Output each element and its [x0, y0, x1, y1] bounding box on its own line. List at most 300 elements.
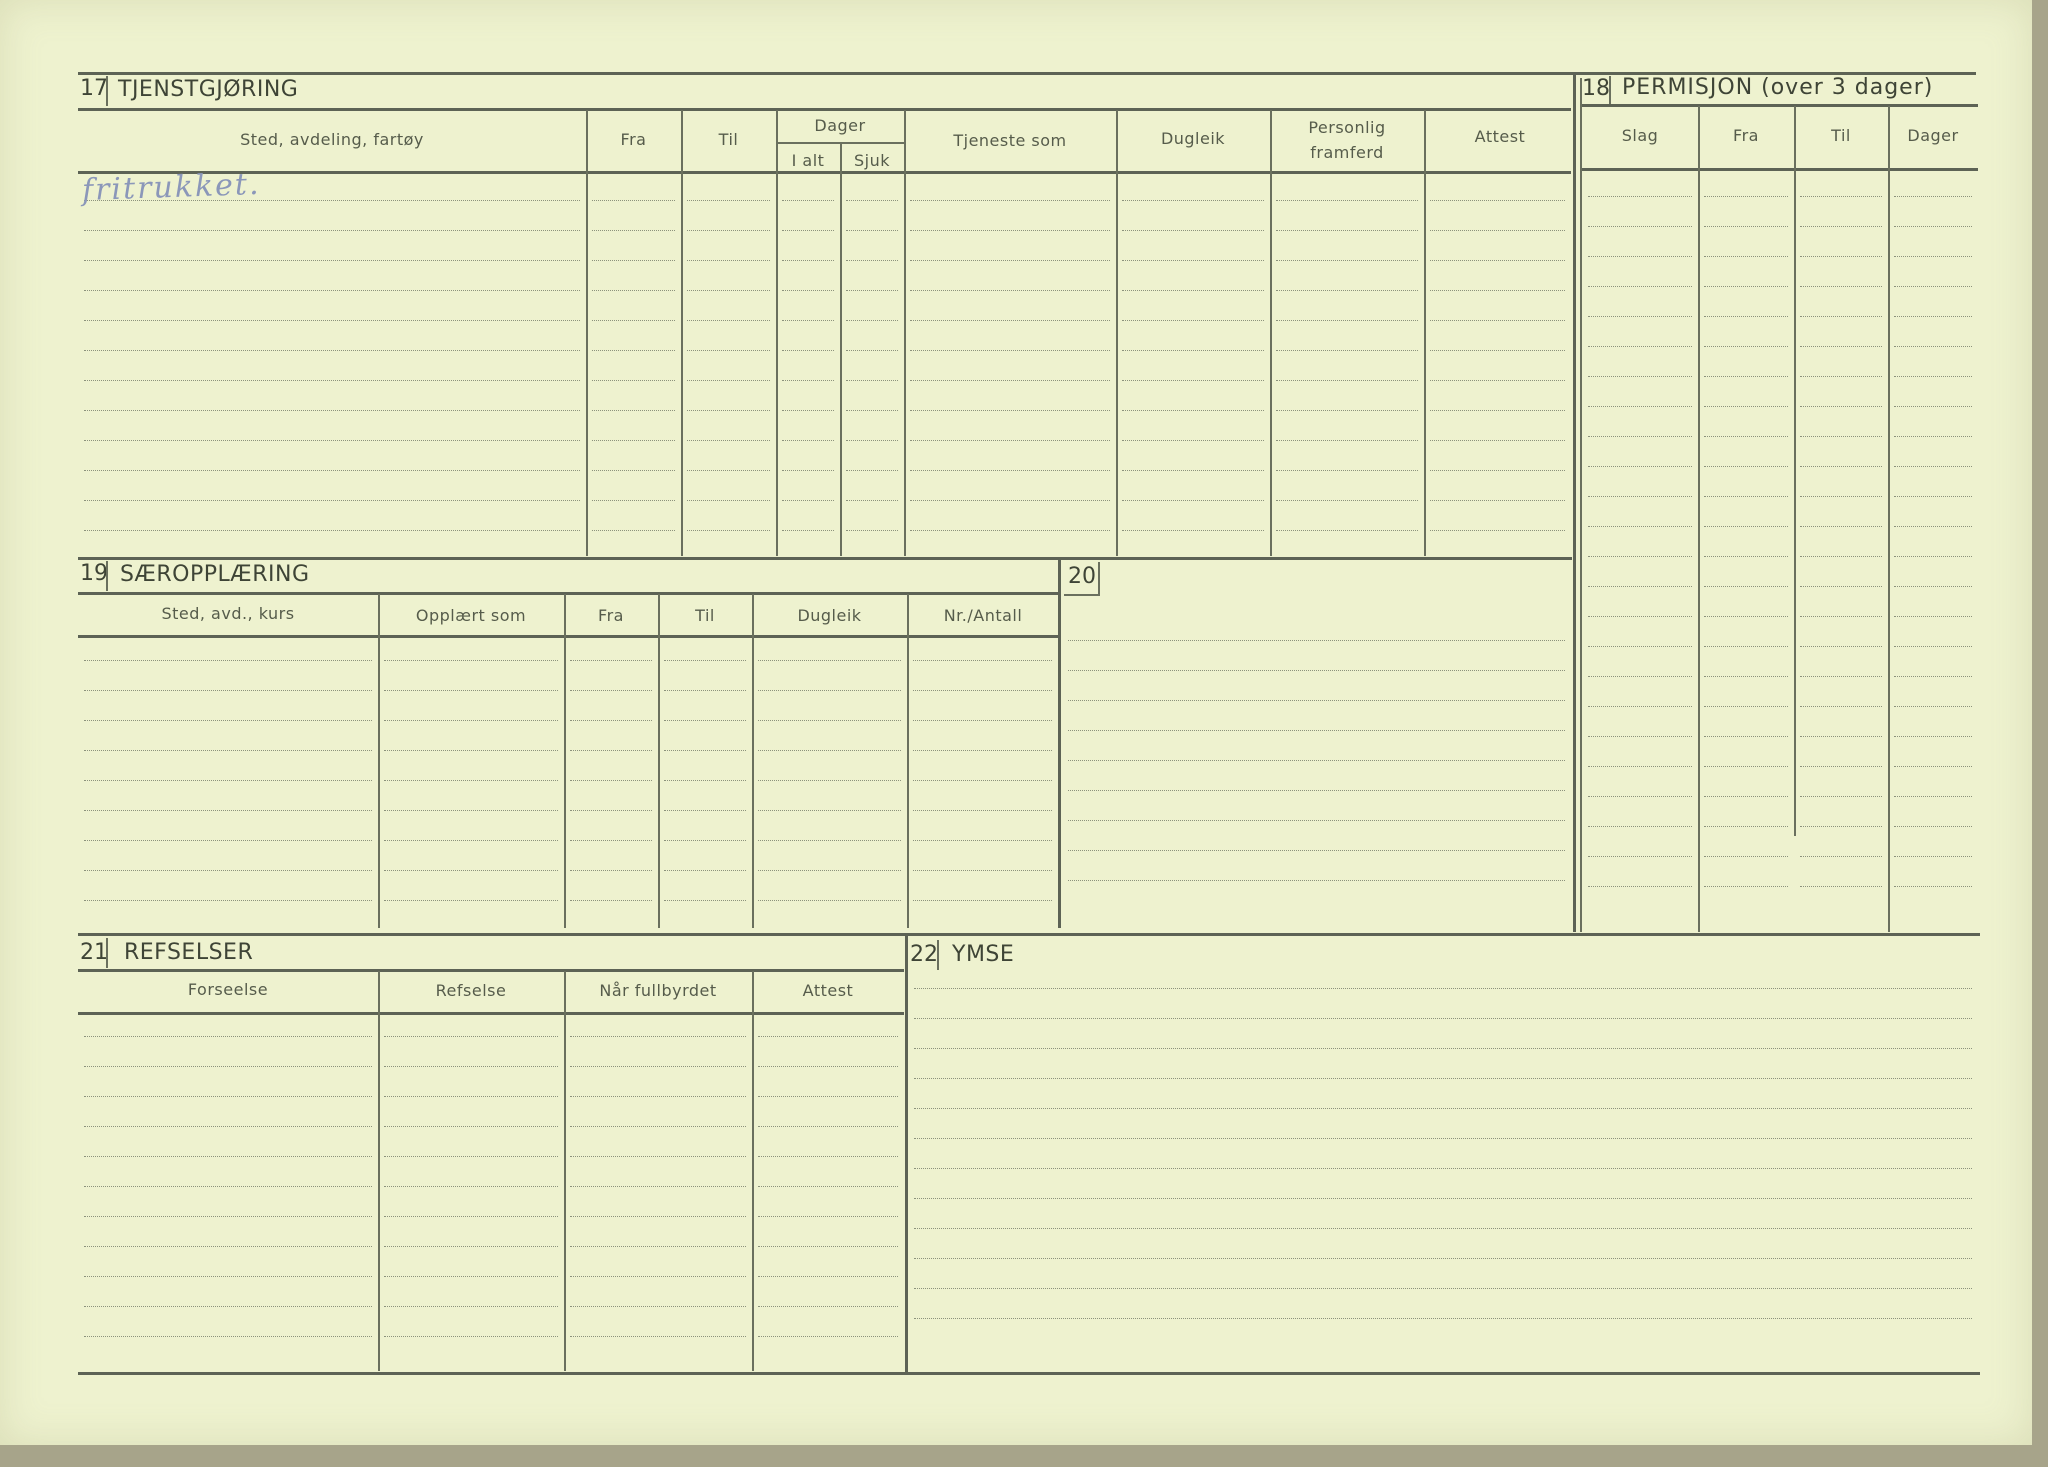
dotted-rule [758, 1306, 898, 1307]
col-line [907, 594, 909, 928]
dotted-rule [846, 230, 898, 231]
dotted-rule [846, 260, 898, 261]
section-20-number: 20 [1068, 564, 1096, 589]
dotted-rule [1704, 736, 1788, 737]
col-17-tjeneste: Tjeneste som [953, 131, 1067, 150]
dotted-rule [1894, 466, 1972, 467]
col-line [1424, 110, 1426, 556]
dotted-rule [664, 660, 746, 661]
dotted-rule [84, 1066, 372, 1067]
dotted-rule [84, 410, 580, 411]
dotted-rule [84, 500, 580, 501]
dotted-rule [592, 350, 675, 351]
section-18-header-rule [1582, 168, 1978, 171]
dotted-rule [84, 1306, 372, 1307]
dotted-rule [846, 290, 898, 291]
dotted-rule [1894, 646, 1972, 647]
dotted-rule [1276, 350, 1418, 351]
col-line [1270, 110, 1272, 556]
dotted-rule [84, 380, 580, 381]
handwritten-entry: fritrukket. [81, 166, 262, 209]
dotted-rule [570, 1186, 746, 1187]
dotted-rule [1800, 586, 1882, 587]
dotted-rule [913, 660, 1052, 661]
dotted-rule [1430, 290, 1565, 291]
dotted-rule [1800, 496, 1882, 497]
dotted-rule [910, 230, 1110, 231]
col-line [1794, 106, 1796, 836]
dotted-rule [1894, 556, 1972, 557]
dotted-rule [1588, 376, 1692, 377]
dotted-rule [782, 470, 834, 471]
section-18-title: PERMISJON (over 3 dager) [1622, 75, 1934, 100]
dotted-rule [1704, 376, 1788, 377]
dotted-rule [1276, 530, 1418, 531]
dotted-rule [1894, 496, 1972, 497]
dotted-rule [914, 1048, 1972, 1049]
dotted-rule [1276, 200, 1418, 201]
dotted-rule [1894, 256, 1972, 257]
dotted-rule [592, 200, 675, 201]
dotted-rule [914, 1258, 1972, 1259]
col-19-opplaert: Opplært som [415, 606, 527, 625]
dotted-rule [84, 810, 372, 811]
dotted-rule [914, 988, 1972, 989]
dotted-rule [84, 230, 580, 231]
dotted-rule [687, 260, 770, 261]
dotted-rule [758, 720, 901, 721]
dotted-rule [758, 1336, 898, 1337]
dotted-rule [913, 750, 1052, 751]
col-line [776, 110, 778, 556]
dotted-rule [782, 410, 834, 411]
dotted-rule [1122, 290, 1264, 291]
dotted-rule [384, 840, 558, 841]
dotted-rule [1588, 736, 1692, 737]
dotted-rule [687, 380, 770, 381]
dotted-rule [1704, 496, 1788, 497]
section-22-number: 22 [910, 942, 938, 967]
dotted-rule [1588, 226, 1692, 227]
dotted-rule [846, 380, 898, 381]
dotted-rule [84, 470, 580, 471]
dotted-rule [1588, 286, 1692, 287]
dotted-rule [782, 230, 834, 231]
dotted-rule [1800, 616, 1882, 617]
dotted-rule [1276, 500, 1418, 501]
section-17-title: TJENSTGJØRING [118, 77, 299, 102]
dotted-rule [664, 750, 746, 751]
dotted-rule [84, 900, 372, 901]
dotted-rule [1588, 766, 1692, 767]
section-17-number-divider [106, 76, 108, 106]
dotted-rule [1430, 470, 1565, 471]
dotted-rule [664, 810, 746, 811]
dotted-rule [1800, 346, 1882, 347]
dotted-rule [1588, 826, 1692, 827]
dotted-rule [782, 290, 834, 291]
dotted-rule [1800, 196, 1882, 197]
dotted-rule [1068, 640, 1565, 641]
section-17-header-rule [78, 171, 1571, 174]
dotted-rule [592, 320, 675, 321]
dotted-rule [592, 380, 675, 381]
col-line [378, 594, 380, 928]
dotted-rule [84, 1336, 372, 1337]
dotted-rule [664, 900, 746, 901]
dotted-rule [1068, 790, 1565, 791]
dotted-rule [758, 1216, 898, 1217]
dotted-rule [384, 780, 558, 781]
dotted-rule [1122, 470, 1264, 471]
dotted-rule [1800, 556, 1882, 557]
dotted-rule [1276, 410, 1418, 411]
dotted-rule [1894, 346, 1972, 347]
col-21-forseelse: Forseelse [187, 980, 269, 999]
dotted-rule [1800, 856, 1882, 857]
dotted-rule [910, 530, 1110, 531]
dotted-rule [1588, 346, 1692, 347]
dotted-rule [1894, 316, 1972, 317]
dotted-rule [1800, 256, 1882, 257]
dotted-rule [1122, 320, 1264, 321]
col-line [840, 144, 842, 556]
dotted-rule [1704, 826, 1788, 827]
dotted-rule [570, 810, 652, 811]
section-19-title: SÆROPPLÆRING [120, 562, 310, 587]
col-17-sted: Sted, avdeling, fartøy [240, 130, 424, 149]
section-21-number: 21 [80, 940, 108, 965]
bottom-border-line [78, 1372, 1980, 1375]
section-21-title-rule [78, 969, 904, 972]
dotted-rule [758, 1126, 898, 1127]
dotted-rule [914, 1108, 1972, 1109]
dotted-rule [570, 720, 652, 721]
dotted-rule [846, 440, 898, 441]
dotted-rule [1122, 410, 1264, 411]
dotted-rule [664, 840, 746, 841]
dotted-rule [1588, 466, 1692, 467]
col-17-personlig: Personlig [1308, 118, 1386, 137]
col-line [904, 110, 906, 556]
dotted-rule [592, 530, 675, 531]
section-19-right-border [1058, 560, 1061, 928]
col-17-dugleik: Dugleik [1160, 129, 1226, 148]
section-19-top-rule [78, 557, 1572, 560]
dotted-rule [1588, 796, 1692, 797]
dotted-rule [782, 200, 834, 201]
dotted-rule [384, 660, 558, 661]
dotted-rule [384, 1156, 558, 1157]
dotted-rule [570, 1276, 746, 1277]
dotted-rule [664, 870, 746, 871]
dotted-rule [1276, 440, 1418, 441]
section-19-number: 19 [80, 561, 108, 586]
dotted-rule [1588, 526, 1692, 527]
dotted-rule [782, 260, 834, 261]
dotted-rule [1276, 320, 1418, 321]
dotted-rule [1276, 260, 1418, 261]
dotted-rule [687, 230, 770, 231]
dotted-rule [687, 530, 770, 531]
dotted-rule [846, 470, 898, 471]
dotted-rule [1588, 556, 1692, 557]
dotted-rule [384, 1216, 558, 1217]
dotted-rule [910, 350, 1110, 351]
dotted-rule [913, 900, 1052, 901]
section-18-title-rule [1582, 104, 1978, 107]
dotted-rule [1588, 316, 1692, 317]
dotted-rule [592, 410, 675, 411]
dotted-rule [1588, 196, 1692, 197]
dotted-rule [1704, 406, 1788, 407]
dotted-rule [914, 1078, 1972, 1079]
section-18-number: 18 [1582, 76, 1610, 101]
section-21-number-divider [106, 938, 108, 968]
col-line [681, 110, 683, 556]
dotted-rule [687, 470, 770, 471]
dotted-rule [846, 530, 898, 531]
dotted-rule [687, 290, 770, 291]
dotted-rule [592, 440, 675, 441]
dotted-rule [758, 1156, 898, 1157]
dotted-rule [913, 780, 1052, 781]
dotted-rule [84, 720, 372, 721]
dotted-rule [84, 530, 580, 531]
col-19-til: Til [695, 606, 715, 625]
dotted-rule [910, 470, 1110, 471]
dotted-rule [1588, 676, 1692, 677]
col-line [378, 971, 380, 1371]
dotted-rule [1704, 616, 1788, 617]
dotted-rule [1800, 286, 1882, 287]
section-20-number-divider [1098, 562, 1100, 594]
dotted-rule [84, 290, 580, 291]
dotted-rule [758, 1276, 898, 1277]
dotted-rule [846, 410, 898, 411]
col-17-i-alt: I alt [791, 151, 825, 170]
col-line [586, 110, 588, 556]
col-line [658, 594, 660, 928]
dotted-rule [84, 1186, 372, 1187]
dotted-rule [1800, 646, 1882, 647]
dotted-rule [84, 1156, 372, 1157]
dotted-rule [570, 1066, 746, 1067]
dotted-rule [1276, 290, 1418, 291]
dotted-rule [84, 750, 372, 751]
dotted-rule [687, 410, 770, 411]
dotted-rule [1704, 436, 1788, 437]
dotted-rule [1894, 616, 1972, 617]
dotted-rule [570, 750, 652, 751]
dotted-rule [910, 380, 1110, 381]
col-19-sted: Sted, avd., kurs [161, 604, 295, 623]
dotted-rule [1894, 196, 1972, 197]
dotted-rule [1430, 260, 1565, 261]
dotted-rule [84, 780, 372, 781]
section-17-title-rule [78, 108, 1571, 111]
dotted-rule [914, 1288, 1972, 1289]
dotted-rule [910, 260, 1110, 261]
dotted-rule [384, 1246, 558, 1247]
dotted-rule [846, 200, 898, 201]
dotted-rule [384, 900, 558, 901]
dotted-rule [84, 1276, 372, 1277]
section-21-right-border [905, 936, 908, 1372]
section-18-left-border-inner [1580, 78, 1582, 932]
dotted-rule [1800, 226, 1882, 227]
col-21-attest: Attest [802, 981, 854, 1000]
dotted-rule [1704, 676, 1788, 677]
col-18-til: Til [1831, 126, 1851, 145]
dotted-rule [570, 1336, 746, 1337]
col-19-fra: Fra [598, 606, 624, 625]
dotted-rule [384, 810, 558, 811]
col-line [564, 594, 566, 928]
section-19-title-rule [78, 592, 1058, 595]
dotted-rule [570, 1156, 746, 1157]
dotted-rule [1704, 196, 1788, 197]
dotted-rule [384, 1096, 558, 1097]
dotted-rule [1800, 766, 1882, 767]
dotted-rule [384, 870, 558, 871]
col-17-dager: Dager [814, 116, 866, 135]
dotted-rule [914, 1138, 1972, 1139]
dotted-rule [1068, 670, 1565, 671]
dotted-rule [758, 1186, 898, 1187]
col-17-til: Til [718, 130, 739, 149]
col-line [752, 594, 754, 928]
dotted-rule [384, 690, 558, 691]
section-21-title: REFSELSER [124, 940, 254, 965]
dotted-rule [84, 320, 580, 321]
dotted-rule [758, 810, 901, 811]
dotted-rule [570, 1246, 746, 1247]
dotted-rule [1704, 226, 1788, 227]
dotted-rule [782, 350, 834, 351]
section-18-number-divider [1609, 76, 1611, 104]
dotted-rule [1704, 856, 1788, 857]
dotted-rule [570, 1216, 746, 1217]
dotted-rule [384, 1036, 558, 1037]
dotted-rule [758, 870, 901, 871]
section-19-number-divider [106, 561, 108, 591]
dotted-rule [1894, 586, 1972, 587]
dotted-rule [687, 350, 770, 351]
dotted-rule [1430, 200, 1565, 201]
dotted-rule [592, 260, 675, 261]
dotted-rule [1704, 706, 1788, 707]
dotted-rule [846, 320, 898, 321]
col-line [1888, 106, 1890, 932]
dotted-rule [570, 840, 652, 841]
dotted-rule [1800, 526, 1882, 527]
dotted-rule [384, 1276, 558, 1277]
dotted-rule [846, 350, 898, 351]
dotted-rule [570, 1036, 746, 1037]
col-18-slag: Slag [1621, 126, 1659, 145]
dotted-rule [84, 840, 372, 841]
dotted-rule [1068, 700, 1565, 701]
dotted-rule [570, 660, 652, 661]
dotted-rule [1800, 886, 1882, 887]
dotted-rule [1704, 316, 1788, 317]
dotted-rule [1894, 886, 1972, 887]
dotted-rule [84, 1216, 372, 1217]
dotted-rule [1430, 320, 1565, 321]
dotted-rule [1704, 346, 1788, 347]
dotted-rule [1588, 886, 1692, 887]
dotted-rule [1894, 376, 1972, 377]
dotted-rule [1800, 406, 1882, 407]
dotted-rule [1588, 256, 1692, 257]
section-17-number: 17 [80, 76, 108, 101]
dotted-rule [1894, 766, 1972, 767]
dotted-rule [1068, 850, 1565, 851]
dotted-rule [1894, 676, 1972, 677]
dotted-rule [1704, 286, 1788, 287]
dotted-rule [913, 720, 1052, 721]
dotted-rule [758, 690, 901, 691]
dotted-rule [1800, 676, 1882, 677]
dotted-rule [914, 1318, 1972, 1319]
dotted-rule [1122, 200, 1264, 201]
dotted-rule [758, 660, 901, 661]
section-22-title: YMSE [952, 942, 1015, 967]
col-line [752, 971, 754, 1371]
dotted-rule [84, 350, 580, 351]
dotted-rule [384, 1066, 558, 1067]
col-18-fra: Fra [1733, 126, 1759, 145]
col-19-nr: Nr./Antall [943, 606, 1023, 625]
dotted-rule [384, 1186, 558, 1187]
dotted-rule [384, 1336, 558, 1337]
dotted-rule [1122, 350, 1264, 351]
dotted-rule [910, 410, 1110, 411]
dotted-rule [84, 660, 372, 661]
dotted-rule [592, 230, 675, 231]
dotted-rule [913, 810, 1052, 811]
dotted-rule [758, 750, 901, 751]
dotted-rule [1122, 230, 1264, 231]
dotted-rule [1276, 470, 1418, 471]
dotted-rule [1894, 526, 1972, 527]
dotted-rule [1894, 736, 1972, 737]
col-line [564, 971, 566, 1371]
dotted-rule [687, 200, 770, 201]
dotted-rule [910, 200, 1110, 201]
dotted-rule [1588, 856, 1692, 857]
dotted-rule [664, 780, 746, 781]
dotted-rule [687, 320, 770, 321]
section-21-top-rule [78, 933, 1980, 936]
dotted-rule [1704, 526, 1788, 527]
dotted-rule [758, 1036, 898, 1037]
dotted-rule [1430, 350, 1565, 351]
dotted-rule [910, 500, 1110, 501]
dotted-rule [384, 720, 558, 721]
dotted-rule [1704, 796, 1788, 797]
dotted-rule [1430, 440, 1565, 441]
dotted-rule [592, 470, 675, 471]
dotted-rule [1276, 230, 1418, 231]
dotted-rule [664, 690, 746, 691]
col-21-refselse: Refselse [435, 981, 507, 1000]
dotted-rule [687, 500, 770, 501]
dotted-rule [1276, 380, 1418, 381]
dotted-rule [570, 1306, 746, 1307]
dotted-rule [1430, 380, 1565, 381]
